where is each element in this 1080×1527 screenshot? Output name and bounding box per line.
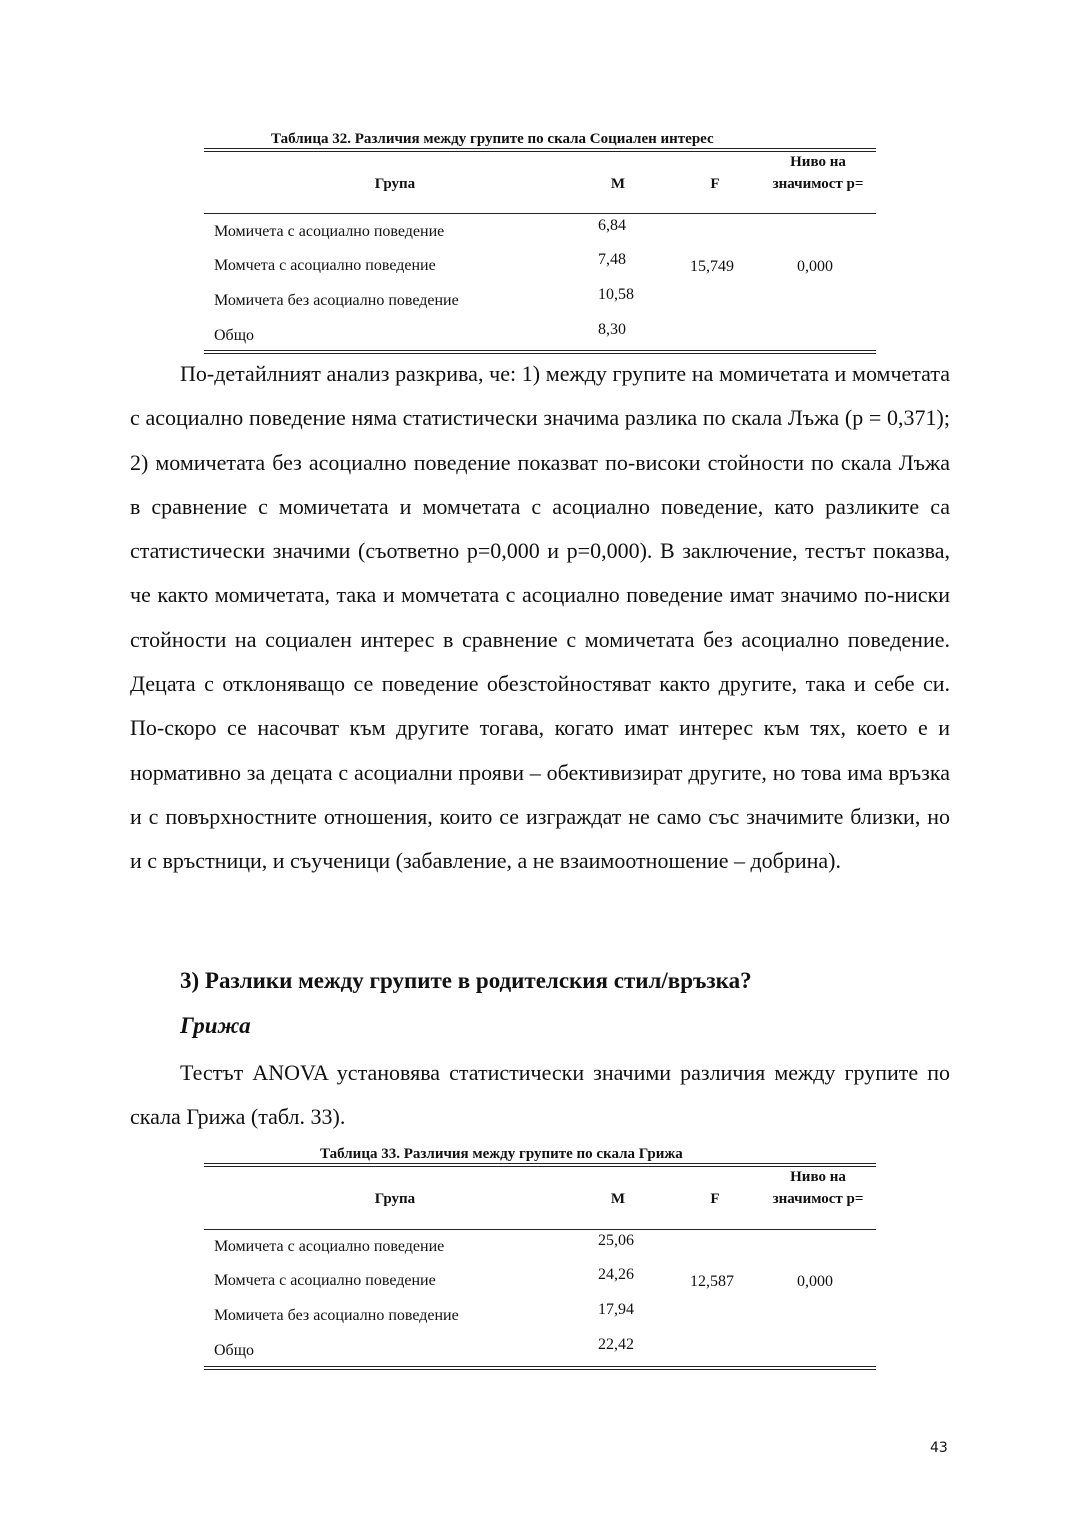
table-33-header-m: М [610, 1191, 626, 1207]
table-32-row-1-group: Момичета с асоциално поведение [214, 223, 445, 240]
table-33-bottom-rule [204, 1366, 876, 1370]
table-32-row-2-m: 7,48 [598, 251, 626, 268]
table-32-header-f: F [710, 176, 720, 192]
table-32-p-value: 0,000 [797, 258, 833, 275]
table-32-header-group: Група [374, 176, 416, 192]
table-32-caption: Таблица 32. Различия между групите по скала Социален интерес [271, 131, 714, 147]
table-33-row-1-group: Момичета с асоциално поведение [214, 1238, 445, 1255]
table-32-header-p: Ниво на значимост p= [772, 154, 864, 192]
table-33-row-4-group: Общо [214, 1342, 255, 1359]
table-33-caption: Таблица 33. Различия между групите по скала Грижа [320, 1146, 683, 1162]
table-33-header-p: Ниво на значимост p= [772, 1169, 864, 1207]
table-32-row-2-group: Момчета с асоциално поведение [214, 257, 436, 274]
table-32-f-value: 15,749 [690, 258, 734, 275]
table-32-row-4-group: Общо [214, 327, 255, 344]
body-paragraph-1 [130, 352, 950, 884]
table-33-header-group: Група [374, 1191, 416, 1207]
table-32-header-m: М [610, 176, 626, 192]
table-33-row-4-m: 22,42 [598, 1336, 634, 1353]
paragraph-1-text: По-детайлният анализ разкрива, че: 1) между групите на момичетата и момчетата с асоциално поведение няма статистически значима разлика по скала Лъжа (p = 0,371); 2) момичетата без асоциално поведение показват по-високи стойности по скала Лъжа в сравнение с момичетата и момчетата с асоциално поведение, като разликите са статистически значими (съответно p=0,000 и p=0,000). В заключение, тестът показва, че както момичетата, така и момчетата с асоциално поведение имат значимо по-ниски стойности на социален интерес в сравнение с момичетата без асоциално поведение. Децата с отклоняващо се поведение обезстойностяват както другите, така и себе си. По-скоро се насочват към другите тогава, когато имат интерес към тях, което е и нормативно за децата с асоциални прояви – обективизират другите, но това има връзка и с повърхностните отношения, които се изграждат не само със значимите близки, но и с връстници, и съученици (забавление, а не взаимоотношение – добрина). [130, 361, 950, 874]
table-33-f-value: 12,587 [690, 1273, 734, 1290]
table-33-header-rule [204, 1229, 876, 1230]
table-33-row-1-m: 25,06 [598, 1232, 634, 1249]
paragraph-2-text: Тестът ANOVA установява статистически значими различия между групите по скала Грижа (табл. 33). [130, 1060, 950, 1130]
table-32-row-3-group: Момичета без асоциално поведение [214, 292, 459, 309]
page-number: 43 [930, 1440, 948, 1456]
body-paragraph-2 [130, 1051, 950, 1140]
table-33-p-value: 0,000 [797, 1273, 833, 1290]
subsection-heading: Грижа [180, 1013, 251, 1038]
table-32-header-rule [204, 213, 876, 214]
table-32-row-1-m: 6,84 [598, 217, 626, 234]
table-32-row-3-m: 10,58 [598, 286, 634, 303]
section-heading: 3) Разлики между групите в родителския стил/връзка? [180, 968, 752, 993]
table-33-header-f: F [710, 1191, 720, 1207]
table-32-row-4-m: 8,30 [598, 321, 626, 338]
table-33-row-3-group: Момичета без асоциално поведение [214, 1307, 459, 1324]
table-33-row-2-m: 24,26 [598, 1266, 634, 1283]
table-33-row-2-group: Момчета с асоциално поведение [214, 1272, 436, 1289]
table-33-row-3-m: 17,94 [598, 1301, 634, 1318]
